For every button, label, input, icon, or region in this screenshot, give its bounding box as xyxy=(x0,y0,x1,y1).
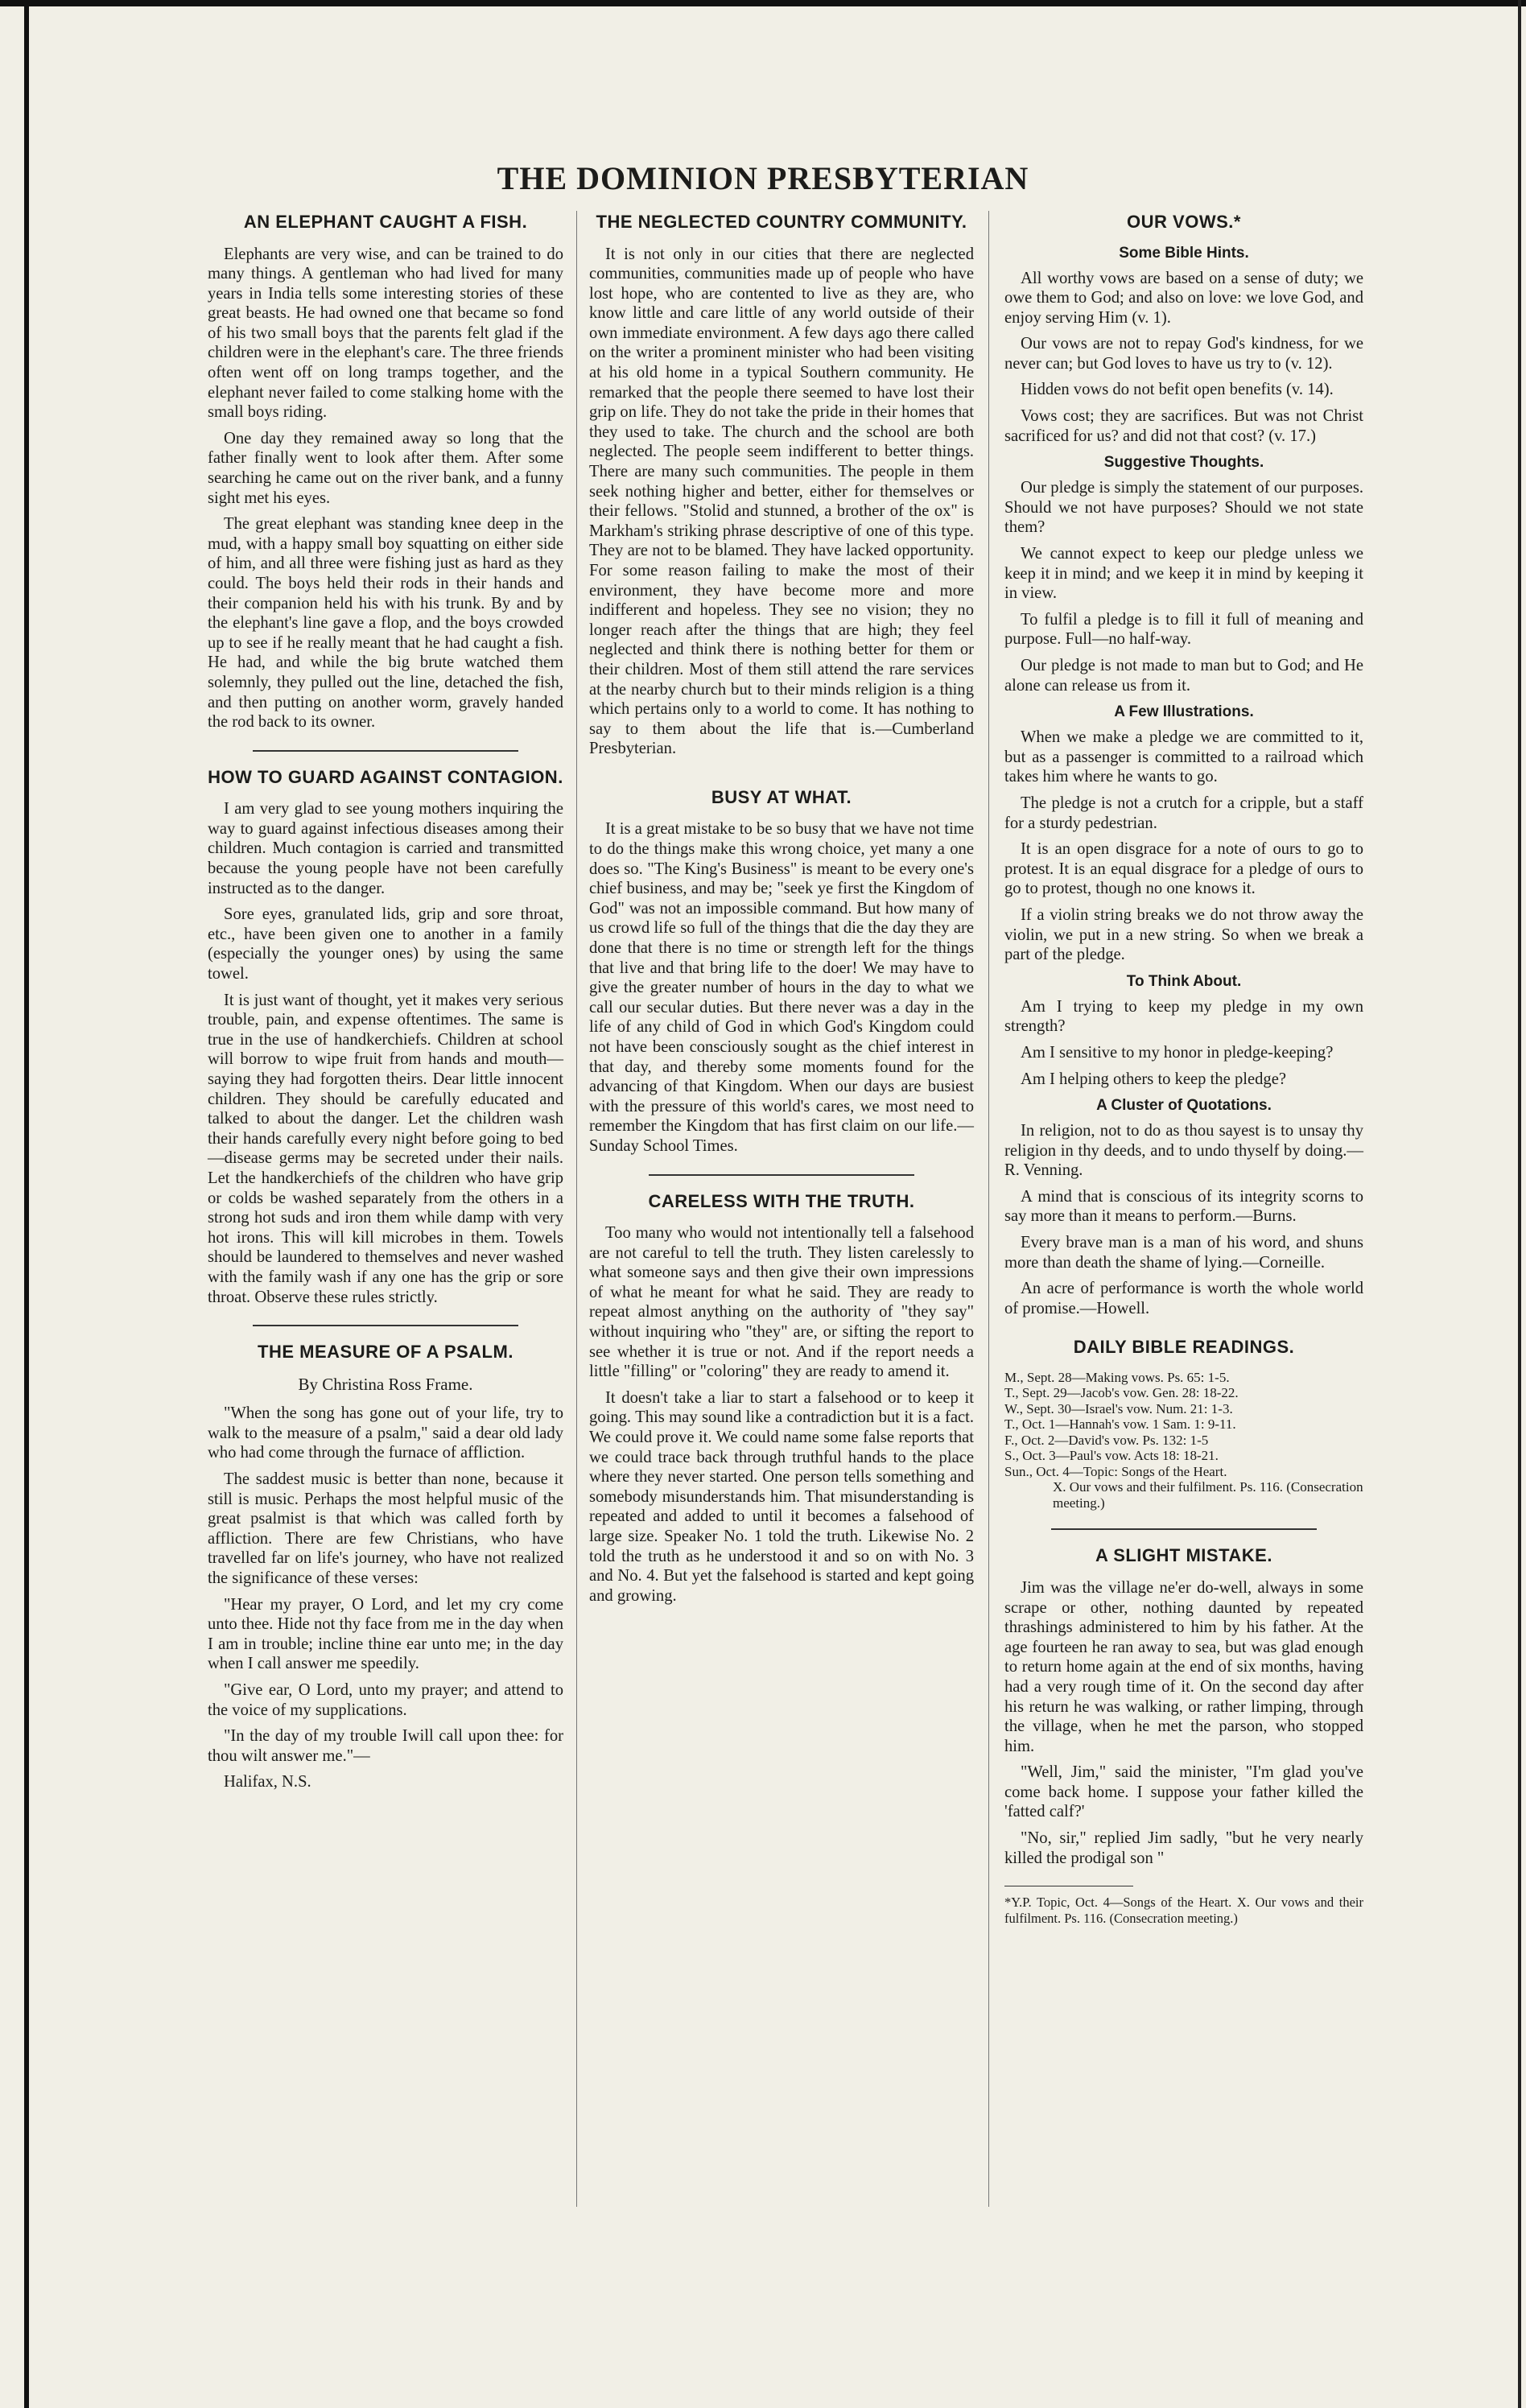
paragraph: An acre of performance is worth the whole world of promise.—Howell. xyxy=(1004,1280,1363,1317)
paragraph: Our pledge is simply the statement of our purposes. Should we not have purposes? Should we not state them? xyxy=(1004,479,1363,537)
paragraph: Vows cost; they are sacrifices. But was not Christ sacrificed for us? and did not that cost? (v. 17.) xyxy=(1004,407,1363,445)
reading-line: W., Sept. 30—Israel's vow. Num. 21: 1-3. xyxy=(1004,1400,1233,1416)
masthead: THE DOMINION PRESBYTERIAN xyxy=(497,160,1029,196)
paragraph: "Well, Jim," said the minister, "I'm glad you've come back home. I suppose your father killed the 'fatted calf?' xyxy=(1004,1763,1363,1821)
paragraph: If a violin string breaks we do not throw away the violin, we put in a new string. So when we break a part of the pledge. xyxy=(1004,905,1363,964)
article-mistake xyxy=(1004,1544,1363,1868)
article-careless xyxy=(589,1190,974,1606)
reading-line: F., Oct. 2—David's vow. Ps. 132: 1-5 xyxy=(1004,1432,1209,1448)
paragraph: "In the day of my trouble Iwill call upon thee: for thou wilt answer me."— xyxy=(208,1727,563,1765)
paragraph: In religion, not to do as thou sayest is to unsay thy religion in thy deeds, and to undo thyself by doing.—R. Venning. xyxy=(1004,1122,1363,1180)
section-heading: A Cluster of Quotations. xyxy=(1096,1097,1272,1115)
paragraph: When we make a pledge we are committed to it, but as a passenger is committed to a railroad which takes him where he wants to go. xyxy=(1004,728,1363,786)
paragraph: Elephants are very wise, and can be trained to do many things. A gentleman who had lived for many years in India tells some interesting stories of these great beasts. He had owned one that became so fond of his two small boys that the parents felt glad if the children were in the elephant's care. The three friends often went off on long tramps together, and the elephant never failed to come stalking home with the small boys riding. xyxy=(208,245,563,422)
page-top-edge xyxy=(0,0,1526,6)
article-contagion xyxy=(208,766,563,1307)
paragraph: "Give ear, O Lord, unto my prayer; and attend to the voice of my supplications. xyxy=(208,1680,563,1719)
daily-bible-readings xyxy=(1004,1336,1363,1511)
article-title: BUSY AT WHAT. xyxy=(711,786,852,807)
reading-line: M., Sept. 28—Making vows. Ps. 65: 1-5. xyxy=(1004,1369,1230,1385)
article-title: HOW TO GUARD AGAINST CONTAGION. xyxy=(208,766,563,787)
paragraph: Too many who would not intentionally tell a falsehood are not careful to tell the truth. They listen carelessly to what someone says and then give their own impressions of what he meant for what he said. They are ready to repeat almost anything on the authority of "they say" without inquiring who "they" are, or sifting the report to see whether it is true or not. And if the report needs a little "filling" or "coloring" they are ready to amend it. xyxy=(589,1224,974,1381)
paragraph: It is just want of thought, yet it makes very serious trouble, pain, and expense oftentimes. The same is true in the use of handkerchiefs. Children at school will borrow to wipe fruit from hands and mouth—saying they had forgotten theirs. Dear little innocent children. They should be carefully educated and talked to about the danger. Let the children wash their hands carefully every night before going to bed—disease germs may be secreted under their nails. Let the handkerchiefs of the children who have grip or colds be washed separately from the others in a strong hot suds and iron them while damp with very hot irons. This will kill microbes in them. Towels should be laundered to themselves and never washed with the family wash if any one has the grip or sore throat. Observe these rules strictly. xyxy=(208,991,563,1306)
paragraph: I am very glad to see young mothers inquiring the way to guard against infectious diseases among their children. Much contagion is carried and transmitted because the young people have not been carefully instructed as to the danger. xyxy=(208,800,563,897)
paragraph: The saddest music is better than none, because it still is music. Perhaps the most helpful music of the great psalmist is that which was called forth by affliction. There are few Christians, who have travelled far on life's journey, who have not realized the significance of these verses: xyxy=(208,1470,563,1587)
paragraph: Hidden vows do not befit open benefits (v. 14). xyxy=(1021,381,1334,399)
article-title: THE MEASURE OF A PSALM. xyxy=(258,1342,513,1363)
paragraph: Am I sensitive to my honor in pledge-keeping? xyxy=(1021,1043,1334,1062)
paragraph: It is an open disgrace for a note of ours to go to protest. It is an equal disgrace for a pledge of ours to go to protest, though no one knows it. xyxy=(1004,840,1363,898)
column-rule xyxy=(988,211,989,2207)
column-2 xyxy=(589,211,974,1623)
separator xyxy=(649,1174,914,1176)
reading-line: S., Oct. 3—Paul's vow. Acts 18: 18-21. xyxy=(1004,1448,1219,1464)
article-title: THE NEGLECTED COUNTRY COMMUNITY. xyxy=(596,212,967,232)
separator xyxy=(253,1325,518,1326)
column-1 xyxy=(208,211,563,1810)
article-title: DAILY BIBLE READINGS. xyxy=(1073,1337,1295,1358)
section-heading: To Think About. xyxy=(1126,972,1242,990)
column-3 xyxy=(1004,211,1363,1933)
section-heading: Suggestive Thoughts. xyxy=(1103,454,1264,472)
article-community xyxy=(589,211,974,759)
paragraph: The pledge is not a crutch for a cripple, but a staff for a sturdy pedestrian. xyxy=(1004,794,1363,832)
article-title: OUR VOWS.* xyxy=(1127,212,1241,232)
reading-line: T., Oct. 1—Hannah's vow. 1 Sam. 1: 9-11. xyxy=(1004,1416,1236,1433)
paragraph: Am I trying to keep my pledge in my own strength? xyxy=(1004,997,1363,1036)
reading-line: T., Sept. 29—Jacob's vow. Gen. 28: 18-22. xyxy=(1004,1385,1239,1401)
paragraph: All worthy vows are based on a sense of duty; we owe them to God; and also on love: we love God, and enjoy serving Him (v. 1). xyxy=(1004,269,1363,327)
article-vows xyxy=(1004,211,1363,1318)
paragraph: Am I helping others to keep the pledge? xyxy=(1021,1070,1286,1088)
column-rule xyxy=(576,211,577,2207)
dateline: Halifax, N.S. xyxy=(224,1773,311,1792)
article-title: A SLIGHT MISTAKE. xyxy=(1095,1545,1272,1566)
separator xyxy=(1051,1528,1317,1530)
reading-line-continuation: X. Our vows and their fulfilment. Ps. 116. (Consecration meeting.) xyxy=(1053,1479,1363,1511)
paragraph: It is a great mistake to be so busy that we have not time to do the things make this wrong choice, yet many a one does so. "The King's Business" is meant to be every one's chief business, and may be; "seek ye first the Kingdom of God" was not an impossible command. But how many of us crowd life so full of the things that die the day they are done that there is no time or strength left for the things that live and that bring life to the doer! We may have to give the greater number of hours in the day to what we call our secular duties. But there never was a day in the life of any child of God in which God's Kingdom could not have been consciously sought as the chief interest in that day, and thereby some moments found for the advancing of that Kingdom. When our days are busiest with the pressure of this world's cares, we most need to remember the Kingdom that has first claim on our life.—Sunday School Times. xyxy=(589,820,974,1155)
page-right-edge xyxy=(1518,0,1521,2408)
paragraph: Jim was the village ne'er do-well, always in some scrape or other, nothing daunted by repeated thrashings administered to him by his father. At the age fourteen he ran away to sea, but was glad enough to return home again at the end of six months, having had a very rough time of it. On the second day after his return he was walking, or rather limping, through the village, when he met the parson, who stopped him. xyxy=(1004,1578,1363,1755)
paragraph: Sore eyes, granulated lids, grip and sore throat, etc., have been given one to another in a family (especially the younger ones) by using the same towel. xyxy=(208,905,563,983)
paragraph: To fulfil a pledge is to fill it full of meaning and purpose. Full—no half-way. xyxy=(1004,610,1363,649)
article-busy xyxy=(589,786,974,1157)
separator xyxy=(253,750,518,752)
paragraph: "Hear my prayer, O Lord, and let my cry come unto thee. Hide not thy face from me in the day when I am in trouble; incline thine ear unto me; in the day when I call answer me speedily. xyxy=(208,1595,563,1673)
paragraph: It doesn't take a liar to start a falsehood or to keep it going. This may sound like a contradiction but it is a fact. We could prove it. We could name some false reports that we could trace back through truthful hands to the place where they never started. One person tells something and somebody misunderstands him. That misunderstanding is repeated and added to until it becomes a falsehood of large size. Speaker No. 1 told the truth. Likewise No. 2 told the truth as he understood it and so on with No. 3 and No. 4. But yet the falsehood is started and kept going and growing. xyxy=(589,1388,974,1605)
paragraph: "When the song has gone out of your life, try to walk to the measure of a psalm," said a dear old lady who had come through the furnace of affliction. xyxy=(208,1404,563,1462)
section-heading: A Few Illustrations. xyxy=(1114,703,1254,721)
byline: By Christina Ross Frame. xyxy=(298,1374,473,1394)
paragraph: The great elephant was standing knee deep in the mud, with a happy small boy squatting on either side of him, and all three were fishing just as hard as they could. The boys held their rods in their hands and their companion held his with his trunk. By and by the elephant's line gave a flop, and the boys crowded up to see if he really meant that he had caught a fish. He had, and while the big brute watched them solemnly, they pulled out the line, detached the fish, and then putting on another worm, gravely handed the rod back to its owner. xyxy=(208,515,563,732)
paragraph: We cannot expect to keep our pledge unless we keep it in mind; and we keep it in mind by keeping it in view. xyxy=(1004,545,1363,603)
paragraph: "No, sir," replied Jim sadly, "but he very nearly killed the prodigal son " xyxy=(1004,1829,1363,1867)
paragraph: Our vows are not to repay God's kindness, for we never can; but God loves to have us try to (v. 12). xyxy=(1004,335,1363,373)
paragraph: Our pledge is not made to man but to God; and He alone can release us from it. xyxy=(1004,657,1363,695)
page-left-edge xyxy=(24,0,29,2408)
reading-line: Sun., Oct. 4—Topic: Songs of the Heart. xyxy=(1004,1463,1227,1479)
footnote: *Y.P. Topic, Oct. 4—Songs of the Heart. X. Our vows and their fulfilment. Ps. 116. (Consecration meeting.) xyxy=(1004,1895,1363,1927)
article-psalm xyxy=(208,1341,563,1792)
paragraph: Every brave man is a man of his word, and shuns more than death the shame of lying.—Corneille. xyxy=(1004,1234,1363,1272)
section-heading: Some Bible Hints. xyxy=(1119,244,1249,262)
paragraph: One day they remained away so long that the father finally went to look after them. After some searching he came out on the river bank, and a funny sight met his eyes. xyxy=(208,429,563,507)
paragraph: A mind that is conscious of its integrity scorns to say more than it means to perform.—Burns. xyxy=(1004,1187,1363,1226)
paragraph: It is not only in our cities that there are neglected communities, communities made up of people who have lost hope, who are contented to live as they are, who know little and care little of any world outside of their own immediate environment. A few days ago there called on the writer a prominent minister who had been visiting at his old home in a typical Southern community. He remarked that the people there seemed to have lost their grip on life. They do not take the pride in their homes that they used to take. The church and the school are both neglected. The people seem indifferent to better things. There are many such communities. The people in them seek nothing higher and better, either for themselves or their fellows. "Stolid and stunned, a brother of the ox" is Markham's striking phrase descriptive of one of this type. They are not to be blamed. They have lacked opportunity. For some reason failing to make the most of their environment, they have become more and more indifferent and hopeless. They see no vision; they no longer reach after the things that are high; they feel neglected and think there is nothing better for them or their children. Most of them still attend the rare services at the nearby church but to their minds religion is a thing which pertains only to a world to come. It has nothing to say to them about the life that is.—Cumberland Presbyterian. xyxy=(589,245,974,758)
readings-list xyxy=(1004,1370,1363,1511)
article-title: AN ELEPHANT CAUGHT A FISH. xyxy=(243,212,528,232)
article-title: CARELESS WITH THE TRUTH. xyxy=(648,1190,915,1211)
article-elephant xyxy=(208,211,563,732)
